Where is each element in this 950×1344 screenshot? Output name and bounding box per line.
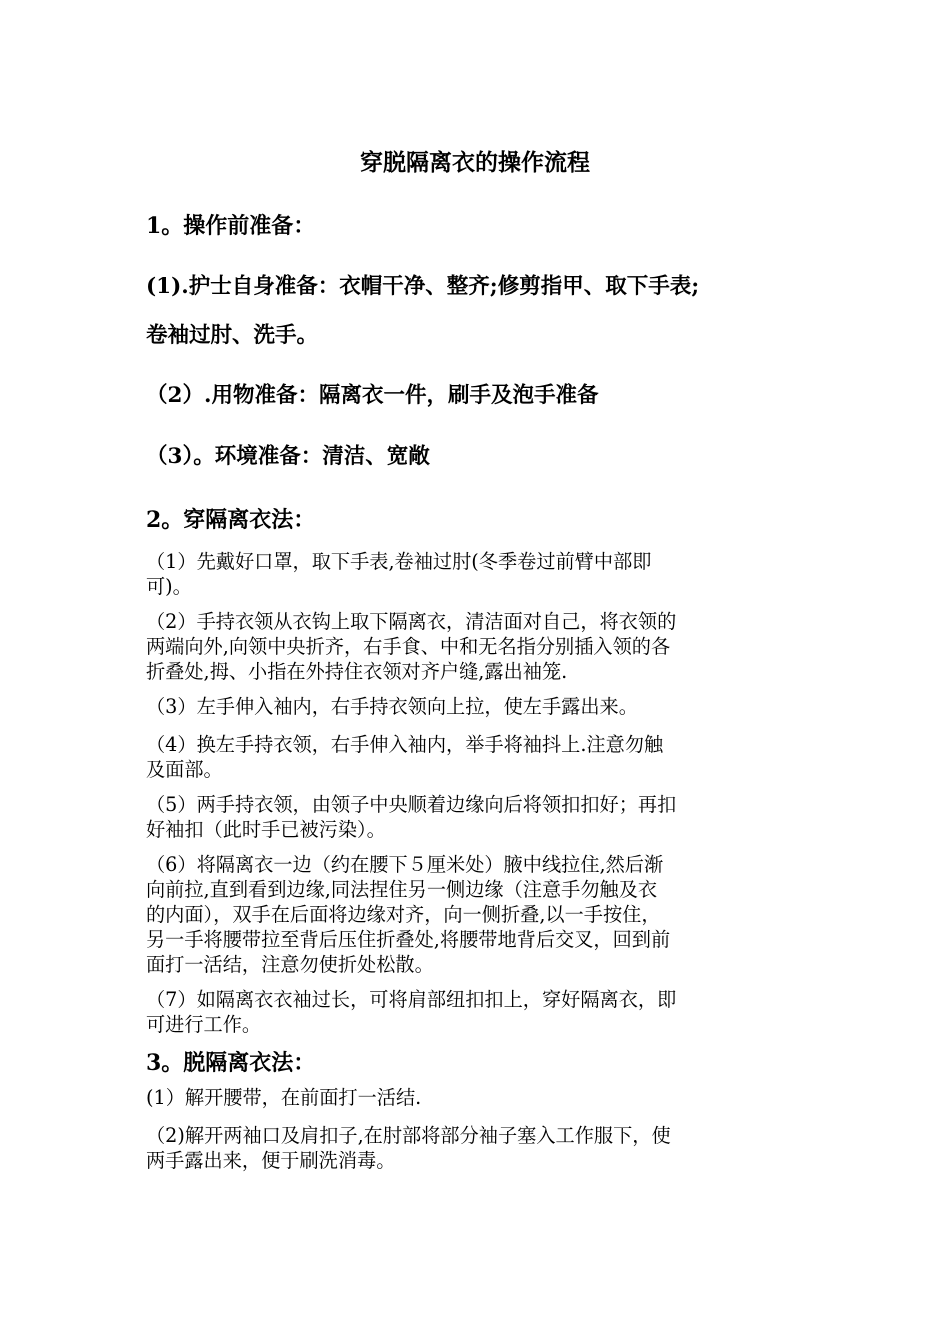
step-line: 向前拉,直到看到边缘,同法捏住另一侧边缘（注意手勿触及衣 — [146, 878, 658, 901]
prep-item-supplies: （2）.用物准备：隔离衣一件，刷手及泡手准备 — [146, 383, 599, 408]
step-line: （6）将隔离衣一边（约在腰下５厘米处）腋中线拉住,然后渐 — [146, 853, 664, 876]
step-line: 及面部。 — [146, 758, 223, 781]
step-line: 另一手将腰带拉至背后压住折叠处,将腰带地背后交叉，回到前 — [146, 928, 671, 951]
donning-step-1 — [146, 549, 651, 599]
document-title: 穿脱隔离衣的操作流程 — [360, 149, 590, 176]
donning-step-4 — [146, 732, 663, 782]
prep-item-nurse-cont: 卷袖过肘、洗手。 — [146, 323, 319, 348]
doffing-step-1 — [146, 1085, 421, 1110]
step-line: 的内面），双手在后面将边缘对齐，向一侧折叠,以一手按住， — [146, 903, 661, 926]
donning-step-5 — [146, 792, 676, 842]
step-line: 面打一活结，注意勿使折处松散。 — [146, 953, 434, 976]
step-line: 折叠处,拇、小指在外持住衣领对齐户缝,露出袖笼. — [146, 660, 568, 683]
section-heading-doffing: 3。脱隔离衣法： — [146, 1050, 316, 1076]
step-line: （7）如隔离衣衣袖过长，可将肩部纽扣扣上，穿好隔离衣，即 — [146, 988, 677, 1011]
donning-step-2 — [146, 609, 676, 684]
step-line: (1）解开腰带，在前面打一活结. — [146, 1086, 422, 1109]
step-line: （5）两手持衣领，由领子中央顺着边缘向后将领扣扣好；再扣 — [146, 793, 677, 816]
prep-item-environment: （3）。环境准备：清洁、宽敞 — [146, 444, 430, 469]
prep-item-nurse: (1).护士自身准备：衣帽干净、整齐;修剪指甲、取下手表; — [146, 274, 700, 299]
step-line: （3）左手伸入袖内，右手持衣领向上拉，使左手露出来。 — [146, 695, 638, 718]
step-line: 可进行工作。 — [146, 1013, 262, 1036]
step-line: 两手露出来，便于刷洗消毒。 — [146, 1149, 396, 1172]
doffing-step-2 — [146, 1123, 671, 1173]
step-line: 两端向外,向领中央折齐，右手食、中和无名指分别插入领的各 — [146, 635, 671, 658]
step-line: （1）先戴好口罩，取下手表,卷袖过肘(冬季卷过前臂中部即 — [146, 550, 652, 573]
donning-step-7 — [146, 987, 676, 1037]
step-line: （2）手持衣领从衣钩上取下隔离衣，清洁面对自己，将衣领的 — [146, 610, 677, 633]
section-heading-preparation: 1。操作前准备： — [146, 213, 316, 239]
section-heading-donning: 2。穿隔离衣法： — [146, 507, 316, 533]
step-line: （4）换左手持衣领，右手伸入袖内，举手将袖抖上.注意勿触 — [146, 733, 664, 756]
donning-step-3 — [146, 694, 638, 719]
step-line: 好袖扣（此时手已被污染）。 — [146, 818, 386, 841]
step-line: 可)。 — [146, 575, 192, 598]
step-line: （2)解开两袖口及肩扣子,在肘部将部分袖子塞入工作服下，使 — [146, 1124, 671, 1147]
donning-step-6 — [146, 852, 670, 977]
